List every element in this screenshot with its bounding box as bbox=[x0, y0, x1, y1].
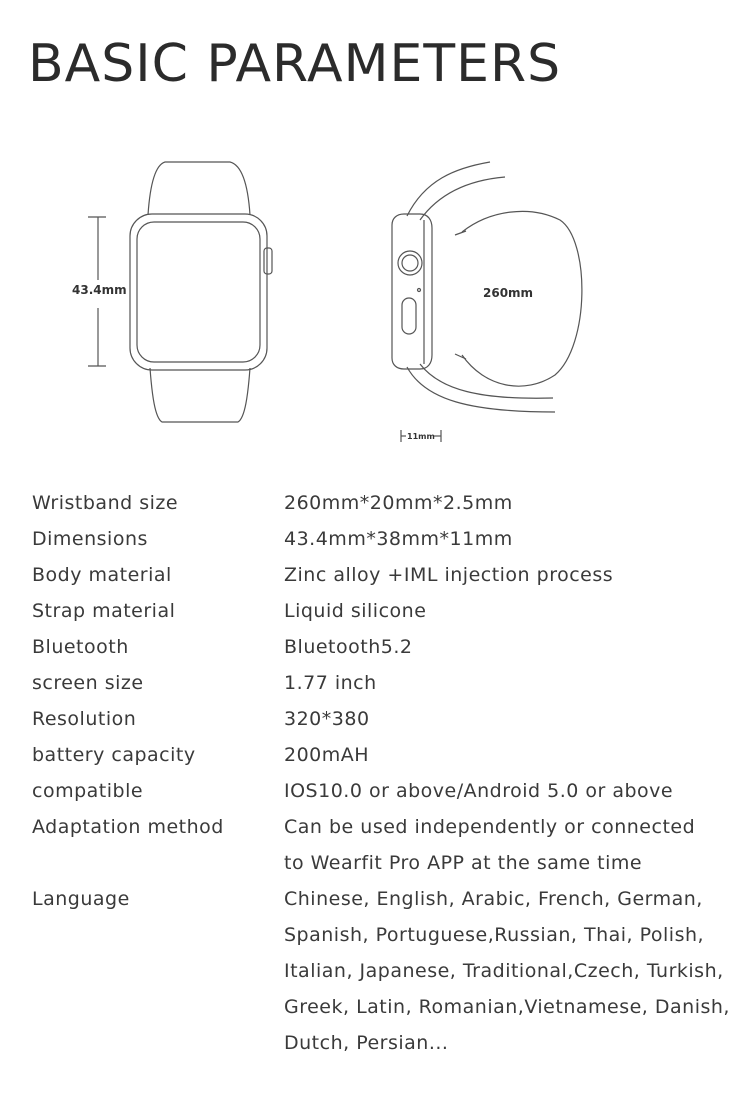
front-screen bbox=[137, 222, 260, 362]
spec-row bbox=[32, 809, 732, 881]
spec-value-line: Zinc alloy +IML injection process bbox=[284, 564, 614, 586]
spec-row bbox=[32, 701, 732, 737]
spec-value bbox=[284, 701, 732, 737]
spec-value-line: Liquid silicone bbox=[284, 600, 427, 622]
spec-label: Language bbox=[32, 888, 130, 910]
spec-row bbox=[32, 557, 732, 593]
spec-table bbox=[32, 485, 732, 1061]
spec-row bbox=[32, 485, 732, 521]
height-label: 43.4mm bbox=[72, 283, 127, 297]
spec-value-line: 200mAH bbox=[284, 744, 370, 766]
strap-loop-lower-2 bbox=[420, 364, 553, 398]
spec-value-line: Italian, Japanese, Traditional,Czech, Turkish, bbox=[284, 960, 724, 982]
spec-row bbox=[32, 881, 732, 1061]
strap-length-label: 260mm bbox=[483, 286, 534, 300]
spec-value-line: Bluetooth5.2 bbox=[284, 636, 413, 658]
spec-value bbox=[284, 881, 732, 1061]
spec-label: Body material bbox=[32, 564, 172, 586]
spec-value-line: 1.77 inch bbox=[284, 672, 377, 694]
spec-label: Adaptation method bbox=[32, 816, 224, 838]
spec-row bbox=[32, 665, 732, 701]
spec-label: battery capacity bbox=[32, 744, 196, 766]
spec-label: compatible bbox=[32, 780, 144, 802]
spec-value bbox=[284, 593, 732, 629]
thickness-label: 11mm bbox=[407, 432, 435, 441]
spec-value-line: 260mm*20mm*2.5mm bbox=[284, 492, 513, 514]
watch-dimension-diagram bbox=[0, 150, 750, 450]
page-title: BASIC PARAMETERS bbox=[28, 34, 562, 94]
spec-value-line: Can be used independently or connected bbox=[284, 816, 696, 838]
spec-label: screen size bbox=[32, 672, 144, 694]
spec-label: Bluetooth bbox=[32, 636, 129, 658]
spec-value bbox=[284, 557, 732, 593]
spec-row bbox=[32, 629, 732, 665]
spec-value-line: Dutch, Persian... bbox=[284, 1032, 449, 1054]
crown-icon bbox=[264, 248, 272, 274]
spec-value-line: Chinese, English, Arabic, French, German, bbox=[284, 888, 703, 910]
spec-value-line: to Wearfit Pro APP at the same time bbox=[284, 852, 643, 874]
spec-value bbox=[284, 737, 732, 773]
side-button bbox=[402, 298, 416, 334]
spec-row bbox=[32, 521, 732, 557]
spec-value-line: 320*380 bbox=[284, 708, 370, 730]
front-case bbox=[130, 214, 267, 370]
spec-value bbox=[284, 773, 732, 809]
spec-value bbox=[284, 629, 732, 665]
front-strap-bottom bbox=[150, 368, 250, 422]
spec-row bbox=[32, 593, 732, 629]
spec-label: Resolution bbox=[32, 708, 137, 730]
spec-value bbox=[284, 485, 732, 521]
spec-value bbox=[284, 521, 732, 557]
side-case bbox=[392, 214, 432, 369]
front-strap-top bbox=[148, 162, 250, 215]
spec-value bbox=[284, 809, 732, 881]
spec-label: Wristband size bbox=[32, 492, 179, 514]
spec-label: Strap material bbox=[32, 600, 176, 622]
spec-value bbox=[284, 665, 732, 701]
spec-row bbox=[32, 773, 732, 809]
spec-value-line: IOS10.0 or above/Android 5.0 or above bbox=[284, 780, 674, 802]
spec-row bbox=[32, 737, 732, 773]
strap-loop-outer bbox=[407, 162, 490, 216]
spec-value-line: Spanish, Portuguese,Russian, Thai, Polish, bbox=[284, 924, 705, 946]
spec-label: Dimensions bbox=[32, 528, 148, 550]
spec-value-line: 43.4mm*38mm*11mm bbox=[284, 528, 513, 550]
spec-value-line: Greek, Latin, Romanian,Vietnamese, Danish, bbox=[284, 996, 730, 1018]
